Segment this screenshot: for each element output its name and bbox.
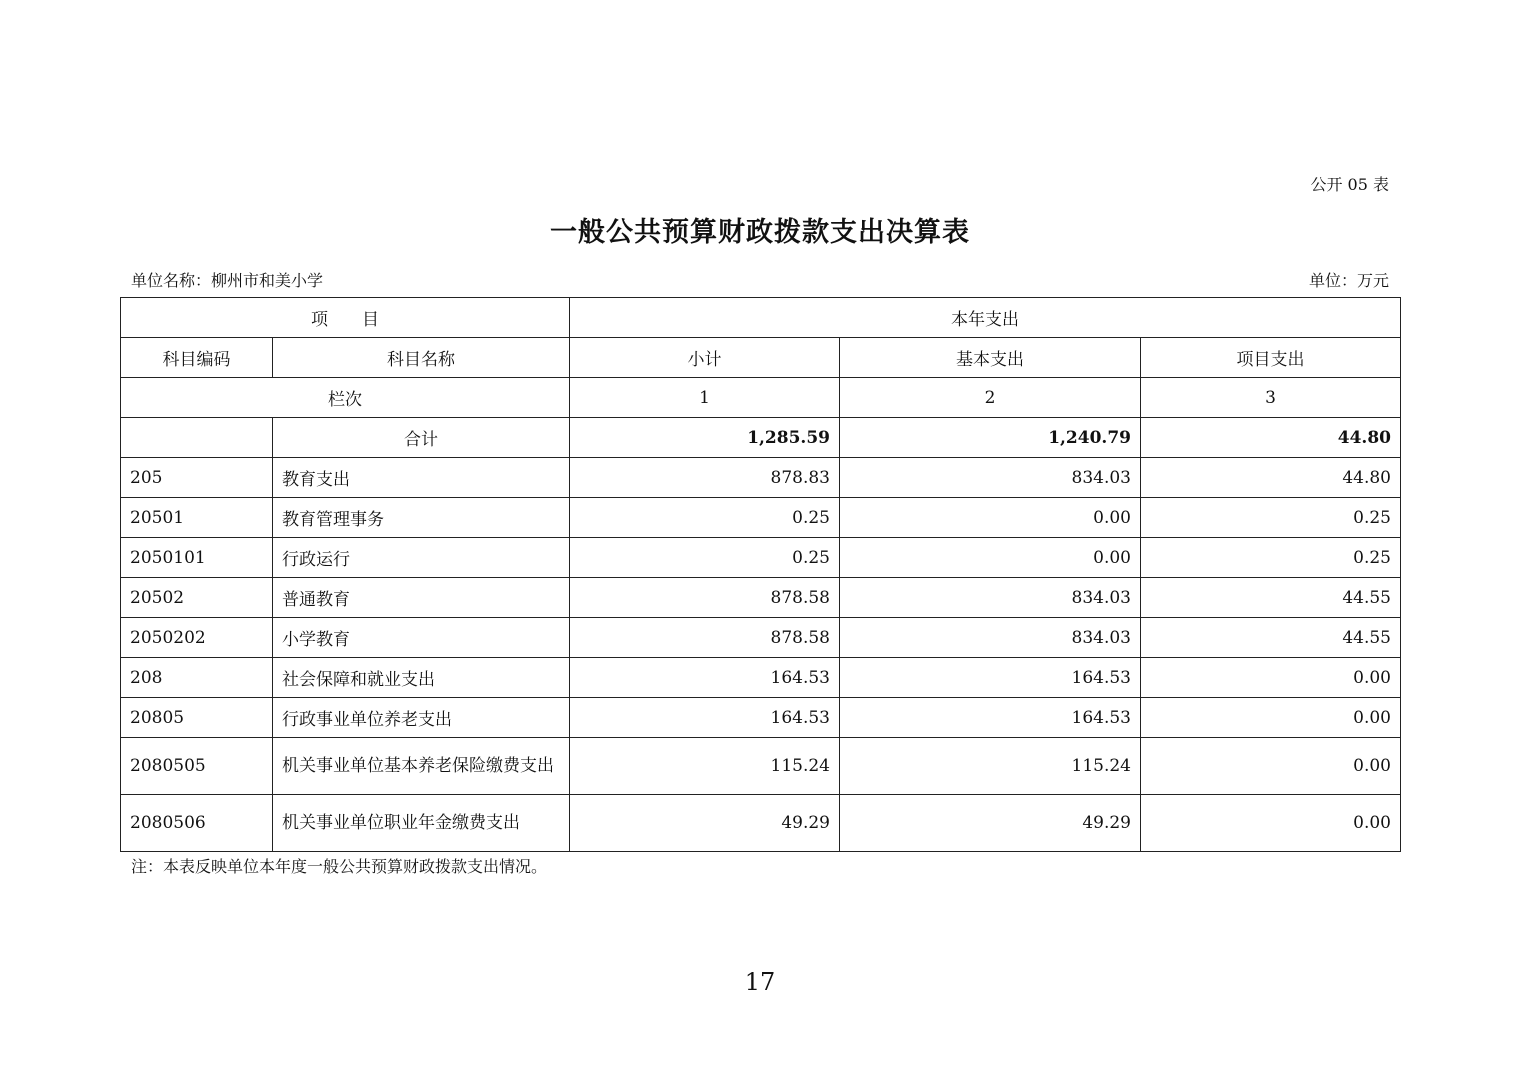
total-label: 合计 — [273, 418, 570, 458]
row-basic: 0.00 — [840, 498, 1141, 538]
row-code: 20502 — [121, 578, 273, 618]
table-row — [121, 538, 1401, 578]
row-subtotal: 164.53 — [570, 658, 840, 698]
total-row — [121, 418, 1401, 458]
row-code: 2050202 — [121, 618, 273, 658]
row-basic: 49.29 — [840, 795, 1141, 852]
page-number: 17 — [744, 968, 776, 996]
total-basic: 1,240.79 — [840, 418, 1141, 458]
table-row — [121, 658, 1401, 698]
currency-unit: 单位：万元 — [1308, 271, 1389, 290]
column-number-label: 栏次 — [121, 378, 570, 418]
row-code: 2050101 — [121, 538, 273, 578]
row-name: 教育管理事务 — [273, 498, 570, 538]
header-row-1 — [121, 298, 1401, 338]
table-row — [121, 618, 1401, 658]
header-project: 项 目 — [121, 298, 570, 338]
row-code: 2080505 — [121, 738, 273, 795]
row-subtotal: 49.29 — [570, 795, 840, 852]
row-subtotal: 115.24 — [570, 738, 840, 795]
row-subtotal: 164.53 — [570, 698, 840, 738]
row-basic: 0.00 — [840, 538, 1141, 578]
table-note: 注：本表反映单位本年度一般公共预算财政拨款支出情况。 — [131, 857, 548, 876]
header-row-2 — [121, 338, 1401, 378]
row-subtotal: 878.58 — [570, 578, 840, 618]
row-subtotal: 0.25 — [570, 498, 840, 538]
row-basic: 115.24 — [840, 738, 1141, 795]
row-code: 20501 — [121, 498, 273, 538]
row-project: 44.55 — [1141, 578, 1401, 618]
row-name: 普通教育 — [273, 578, 570, 618]
row-project: 44.80 — [1141, 458, 1401, 498]
form-number: 公开 05 表 — [1310, 175, 1389, 194]
row-name: 社会保障和就业支出 — [273, 658, 570, 698]
row-basic: 834.03 — [840, 578, 1141, 618]
row-subtotal: 0.25 — [570, 538, 840, 578]
table-row — [121, 458, 1401, 498]
row-basic: 834.03 — [840, 458, 1141, 498]
row-project: 0.00 — [1141, 698, 1401, 738]
row-basic: 834.03 — [840, 618, 1141, 658]
table-row — [121, 738, 1401, 795]
expenditure-table — [120, 297, 1401, 852]
row-code: 208 — [121, 658, 273, 698]
table-row — [121, 698, 1401, 738]
column-number-3: 3 — [1141, 378, 1401, 418]
row-name: 机关事业单位基本养老保险缴费支出 — [273, 738, 570, 795]
table-row — [121, 498, 1401, 538]
row-name: 行政运行 — [273, 538, 570, 578]
row-project: 0.25 — [1141, 538, 1401, 578]
row-subtotal: 878.58 — [570, 618, 840, 658]
header-basic-expenditure: 基本支出 — [840, 338, 1141, 378]
column-number-1: 1 — [570, 378, 840, 418]
column-number-row — [121, 378, 1401, 418]
table-row — [121, 578, 1401, 618]
row-project: 0.25 — [1141, 498, 1401, 538]
column-number-2: 2 — [840, 378, 1141, 418]
row-name: 行政事业单位养老支出 — [273, 698, 570, 738]
row-code: 20805 — [121, 698, 273, 738]
header-subtotal: 小计 — [570, 338, 840, 378]
row-project: 44.55 — [1141, 618, 1401, 658]
row-code: 2080506 — [121, 795, 273, 852]
total-code-cell — [121, 418, 273, 458]
row-subtotal: 878.83 — [570, 458, 840, 498]
header-subject-code: 科目编码 — [121, 338, 273, 378]
header-project-expenditure: 项目支出 — [1141, 338, 1401, 378]
row-name: 机关事业单位职业年金缴费支出 — [273, 795, 570, 852]
page-title: 一般公共预算财政拨款支出决算表 — [550, 217, 970, 248]
header-subject-name: 科目名称 — [273, 338, 570, 378]
total-subtotal: 1,285.59 — [570, 418, 840, 458]
unit-name: 单位名称：柳州市和美小学 — [131, 271, 324, 290]
row-basic: 164.53 — [840, 698, 1141, 738]
row-project: 0.00 — [1141, 738, 1401, 795]
row-name: 教育支出 — [273, 458, 570, 498]
total-project: 44.80 — [1141, 418, 1401, 458]
row-basic: 164.53 — [840, 658, 1141, 698]
row-project: 0.00 — [1141, 658, 1401, 698]
row-name: 小学教育 — [273, 618, 570, 658]
header-current-year-expenditure: 本年支出 — [570, 298, 1401, 338]
table-row — [121, 795, 1401, 852]
row-project: 0.00 — [1141, 795, 1401, 852]
row-code: 205 — [121, 458, 273, 498]
